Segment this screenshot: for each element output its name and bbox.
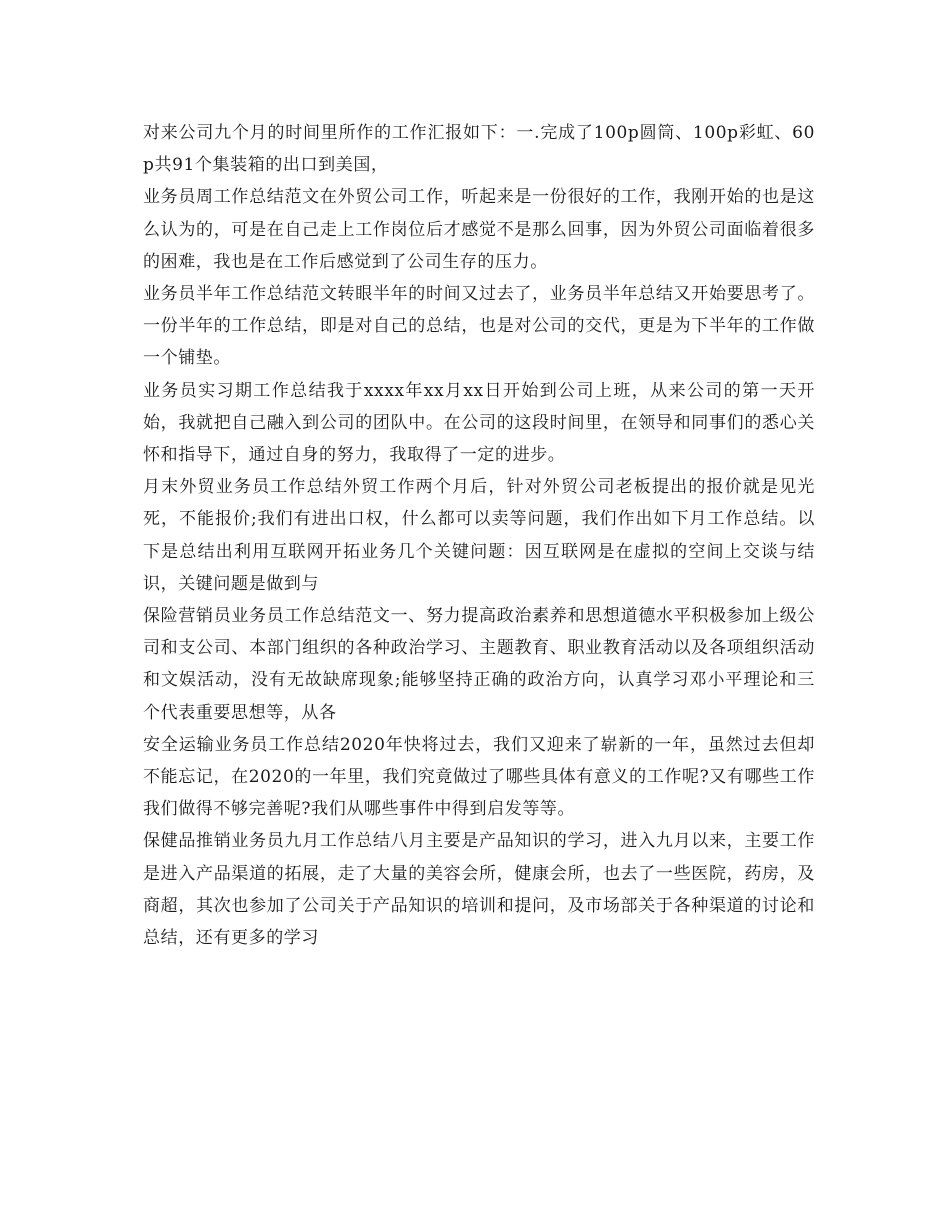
document-body [143, 117, 815, 954]
paragraph-health-products-summary: 保健品推销业务员九月工作总结八月主要是产品知识的学习，进入九月以来，主要工作是进入产品渠道的拓展，走了大量的美容会所，健康会所，也去了一些医院，药房，及商超，其次也参加了公司关于产品知识的培训和提问，及市场部关于各种渠道的讨论和总结，还有更多的学习 [143, 831, 815, 949]
paragraph-shipment-report: 对来公司九个月的时间里所作的工作汇报如下：一.完成了100p圆筒、100p彩虹、60p共91个集装箱的出口到美国， [143, 123, 815, 176]
paragraph-weekly-summary: 业务员周工作总结范文在外贸公司工作，听起来是一份很好的工作，我刚开始的也是这么认为的，可是在自己走上工作岗位后才感觉不是那么回事，因为外贸公司面临着很多的困难，我也是在工作后感觉到了公司生存的压力。 [143, 187, 815, 272]
paragraph-transport-safety-summary: 安全运输业务员工作总结2020年快将过去，我们又迎来了崭新的一年，虽然过去但却不能忘记，在2020的一年里，我们究竟做过了哪些具体有意义的工作呢?又有哪些工作我们做得不够完善呢?我们从哪些事件中得到启发等等。 [143, 734, 815, 820]
paragraph-monthly-trade-summary: 月末外贸业务员工作总结外贸工作两个月后，针对外贸公司老板提出的报价就是见光死，不能报价;我们有进出口权，什么都可以卖等问题，我们作出如下月工作总结。以下是总结出利用互联网开拓业务几个关键问题：因互联网是在虚拟的空间上交谈与结识，关键问题是做到与 [143, 477, 815, 594]
paragraph-half-year-summary: 业务员半年工作总结范文转眼半年的时间又过去了，业务员半年总结又开始要思考了。一份半年的工作总结，即是对自己的总结，也是对公司的交代，更是为下半年的工作做一个铺垫。 [143, 284, 815, 369]
paragraph-insurance-summary: 保险营销员业务员工作总结范文一、努力提高政治素养和思想道德水平积极参加上级公司和支公司、本部门组织的各种政治学习、主题教育、职业教育活动以及各项组织活动和文娱活动，没有无故缺席现象;能够坚持正确的政治方向，认真学习邓小平理论和三个代表重要思想等，从各 [143, 606, 815, 723]
paragraph-internship-summary: 业务员实习期工作总结我于xxxx年xx月xx日开始到公司上班，从来公司的第一天开始，我就把自己融入到公司的团队中。在公司的这段时间里，在领导和同事们的悉心关怀和指导下，通过自身的努力，我取得了一定的进步。 [143, 380, 815, 466]
